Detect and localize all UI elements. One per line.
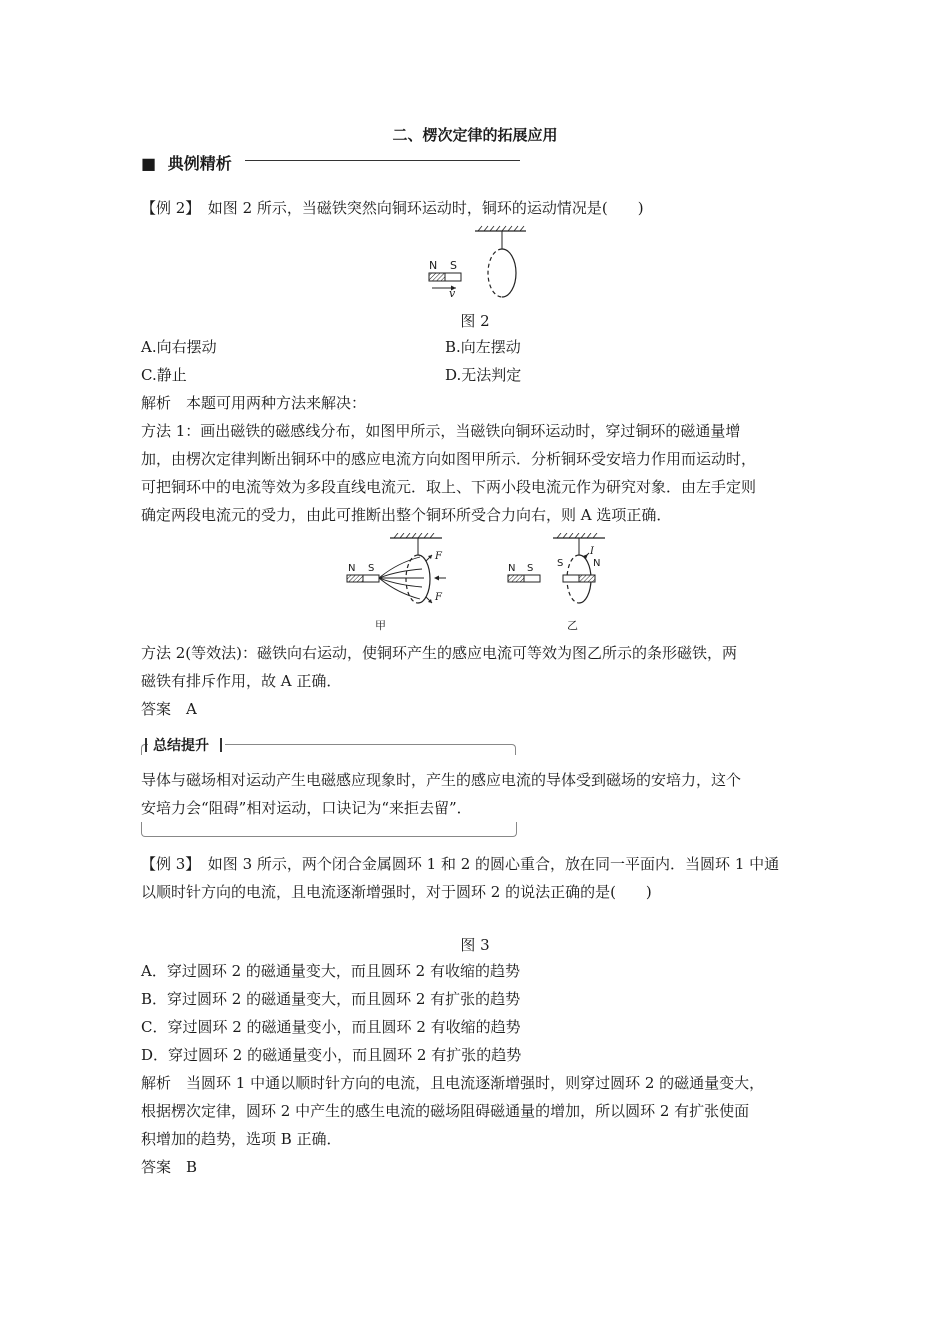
option-c: C.静止: [141, 366, 187, 384]
yi-n2-label: N: [593, 558, 601, 569]
example3-option: B．穿过圆环 2 的磁通量变大，而且圆环 2 有扩张的趋势: [141, 990, 521, 1008]
jia-caption: 甲: [375, 619, 386, 632]
jia-n-label: N: [348, 563, 356, 574]
example3-analysis: 积增加的趋势，选项 B 正确．: [141, 1130, 342, 1148]
example3-question: 以顺时针方向的电流，且电流逐渐增强时，对于圆环 2 的说法正确的是( ): [141, 883, 652, 901]
figure-jia: [342, 533, 462, 633]
example2-question: 【例 2】 如图 2 所示，当磁铁突然向铜环运动时，铜环的运动情况是( ): [141, 199, 644, 217]
example3-option: A．穿过圆环 2 的磁通量变大，而且圆环 2 有收缩的趋势: [141, 962, 520, 980]
analysis-line: 方法 1：画出磁铁的磁感线分布，如图甲所示，当磁铁向铜环运动时，穿过铜环的磁通量增: [141, 422, 741, 440]
jia-f-label: F: [435, 551, 442, 562]
heading-marker: ■: [141, 154, 157, 173]
yi-s-label: S: [527, 563, 534, 574]
summary-title: 总结提升: [153, 738, 209, 754]
heading-label: 典例精析: [167, 154, 232, 173]
yi-n-label: N: [508, 563, 516, 574]
example3-option: D．穿过圆环 2 的磁通量变小，而且圆环 2 有扩张的趋势: [141, 1046, 522, 1064]
analysis-line: 解析 本题可用两种方法来解决：: [141, 394, 367, 412]
analysis-line: 加，由楞次定律判断出铜环中的感应电流方向如图甲所示．分析铜环受安培力作用而运动时，: [141, 450, 757, 468]
jia-f-label: F: [435, 592, 442, 603]
summary-line: 安培力会“阻碍”相对运动，口诀记为“来拒去留”．: [141, 799, 472, 817]
figure-2-caption: 图 2: [460, 312, 490, 330]
example3-question: 【例 3】 如图 3 所示，两个闭合金属圆环 1 和 2 的圆心重合，放在同一平面内．当圆环 1 中通: [141, 855, 780, 873]
figure-3-caption: 图 3: [460, 936, 490, 954]
example2-answer: 答案 A: [141, 700, 197, 718]
heading-rule: [245, 160, 520, 161]
fig2-v-label: v: [449, 287, 456, 300]
option-a: A.向右摆动: [141, 338, 217, 356]
method2-line: 方法 2(等效法)：磁铁向右运动，使铜环产生的感应电流可等效为图乙所示的条形磁铁，两: [141, 644, 738, 662]
yi-s2-label: S: [557, 558, 564, 569]
summary-box: [141, 738, 519, 844]
figure-2: [420, 225, 540, 305]
summary-line: 导体与磁场相对运动产生电磁感应现象时，产生的感应电流的导体受到磁场的安培力，这个: [141, 771, 742, 789]
analysis-line: 可把铜环中的电流等效为多段直线电流元．取上、下两小段电流元作为研究对象．由左手定则: [141, 478, 757, 496]
fig2-n-label: N: [429, 259, 438, 272]
fig2-s-label: S: [450, 259, 457, 272]
jia-s-label: S: [368, 563, 375, 574]
figure-yi: [505, 533, 615, 633]
example3-answer: 答案 B: [141, 1158, 198, 1176]
analysis-line: 确定两段电流元的受力，由此可推断出整个铜环所受合力向右，则 A 选项正确．: [141, 506, 672, 524]
heading: [141, 151, 232, 174]
section-title: 二、楞次定律的拓展应用: [392, 126, 558, 144]
example3-option: C．穿过圆环 2 的磁通量变小，而且圆环 2 有收缩的趋势: [141, 1018, 521, 1036]
option-b: B.向左摆动: [445, 338, 521, 356]
option-d: D.无法判定: [445, 366, 522, 384]
yi-caption: 乙: [567, 619, 578, 632]
method2-line: 磁铁有排斥作用，故 A 正确．: [141, 672, 342, 690]
example3-analysis: 解析 当圆环 1 中通以顺时针方向的电流，且电流逐渐增强时，则穿过圆环 2 的磁通量变大，: [141, 1074, 765, 1092]
example3-analysis: 根据楞次定律，圆环 2 中产生的感生电流的磁场阻碍磁通量的增加，所以圆环 2 有扩张使面: [141, 1102, 750, 1120]
yi-i-label: I: [590, 546, 594, 557]
